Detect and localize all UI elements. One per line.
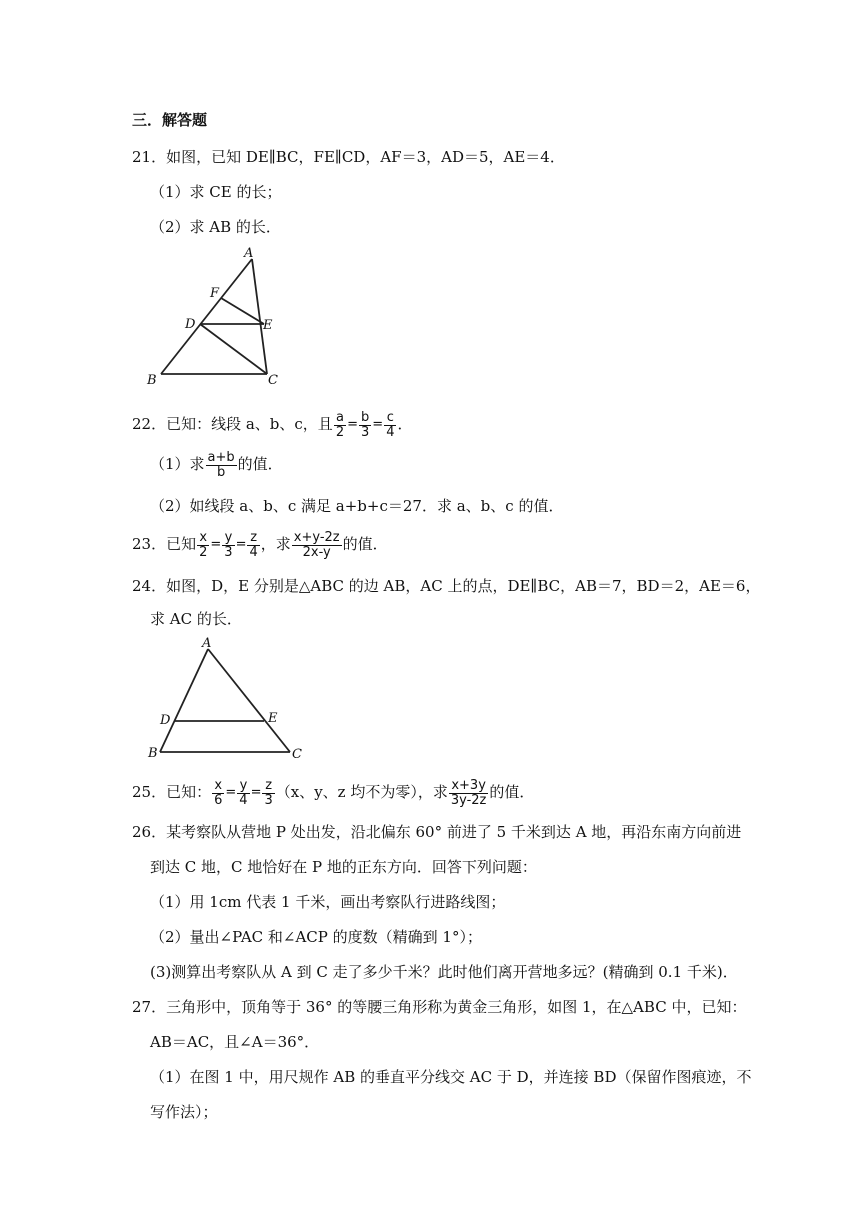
q21-sub1: （1）求 CE 的长；	[150, 183, 282, 201]
q25-frac-y: $\frac{y}{4}$	[239, 777, 248, 808]
q24-stem-line2: 求 AC 的长．	[150, 610, 242, 628]
q24-label-b: B	[148, 746, 158, 761]
q24-label-d: D	[160, 713, 171, 728]
q23-frac-y: $\frac{y}{3}$	[224, 529, 233, 560]
q24-label-c: C	[292, 747, 302, 762]
q21-label-a: A	[244, 246, 254, 261]
q23-stem: 23．已知 $\frac{x}{2}$ = $\frac{y}{3}$ = $\frac{z}{4}$ ，求 $\frac{x+y-2z}{2x-y}$ 的值．	[132, 529, 388, 560]
q24-stem-line1: 24．如图，D，E 分别是△ABC 的边 AB，AC 上的点，DE∥BC，AB＝7，BD＝2，AE＝6，	[132, 577, 761, 595]
q26-sub2: （2）量出∠PAC 和∠ACP 的度数（精确到 1°）；	[150, 928, 482, 946]
q21-label-d: D	[185, 317, 196, 332]
q25-frac-x: $\frac{x}{6}$	[214, 777, 223, 808]
q22-stem: 22．已知：线段 a、b、c，且 $\frac{a}{2}$ = $\frac{b}{3}$ = $\frac{c}{4}$ ．	[132, 409, 413, 440]
q27-stem-line2: AB＝AC，且∠A＝36°．	[150, 1033, 320, 1051]
q21-label-f: F	[210, 286, 220, 301]
q22-frac-a: $\frac{a}{2}$	[335, 409, 345, 440]
q23-frac-expr: $\frac{x+y-2z}{2x-y}$	[293, 529, 340, 560]
q26-stem-line2: 到达 C 地，C 地恰好在 P 地的正东方向．回答下列问题：	[150, 858, 537, 876]
q24-triangle-figure	[140, 636, 310, 764]
q21-triangle-figure	[140, 244, 290, 390]
q25-stem: 25．已知： $\frac{x}{6}$ = $\frac{y}{4}$ = $\frac{z}{3}$ （x、y、z 均不为零），求 $\frac{x+3y}{3y-2z}$ 的值．	[132, 777, 535, 808]
q23-frac-z: $\frac{z}{4}$	[249, 529, 258, 560]
q21-sub2: （2）求 AB 的长．	[150, 218, 281, 236]
q22-sub1: （1）求 $\frac{a+b}{b}$ 的值．	[150, 449, 283, 480]
section-title: 三．解答题	[132, 111, 208, 129]
q21-label-b: B	[147, 373, 157, 388]
q24-label-a: A	[202, 636, 212, 651]
q21-label-e: E	[263, 318, 273, 333]
q21-stem: 21．如图，已知 DE∥BC，FE∥CD，AF＝3，AD＝5，AE＝4．	[132, 148, 565, 166]
q27-sub1-line2: 写作法）；	[150, 1103, 218, 1121]
q25-frac-expr: $\frac{x+3y}{3y-2z}$	[450, 777, 487, 808]
q22-sub1-frac: $\frac{a+b}{b}$	[207, 449, 235, 480]
q21-label-c: C	[268, 373, 278, 388]
q22-frac-c: $\frac{c}{4}$	[386, 409, 395, 440]
q27-sub1-line1: （1）在图 1 中，用尺规作 AB 的垂直平分线交 AC 于 D，并连接 BD（保留作图痕迹，不	[150, 1068, 752, 1086]
q26-sub3: (3)测算出考察队从 A 到 C 走了多少千米？此时他们离开营地多远？(精确到 0.1 千米)．	[150, 963, 738, 981]
q27-stem-line1: 27．三角形中，顶角等于 36° 的等腰三角形称为黄金三角形，如图 1，在△ABC 中，已知：	[132, 998, 747, 1016]
q22-frac-b: $\frac{b}{3}$	[361, 409, 370, 440]
q24-label-e: E	[268, 711, 278, 726]
q25-frac-z: $\frac{z}{3}$	[264, 777, 273, 808]
q22-sub2: （2）如线段 a、b、c 满足 a+b+c＝27．求 a、b、c 的值．	[150, 497, 564, 515]
q23-frac-x: $\frac{x}{2}$	[199, 529, 208, 560]
q26-stem-line1: 26．某考察队从营地 P 处出发，沿北偏东 60° 前进了 5 千米到达 A 地，再沿东南方向前进	[132, 823, 742, 841]
q26-sub1: （1）用 1cm 代表 1 千米，画出考察队行进路线图；	[150, 893, 506, 911]
